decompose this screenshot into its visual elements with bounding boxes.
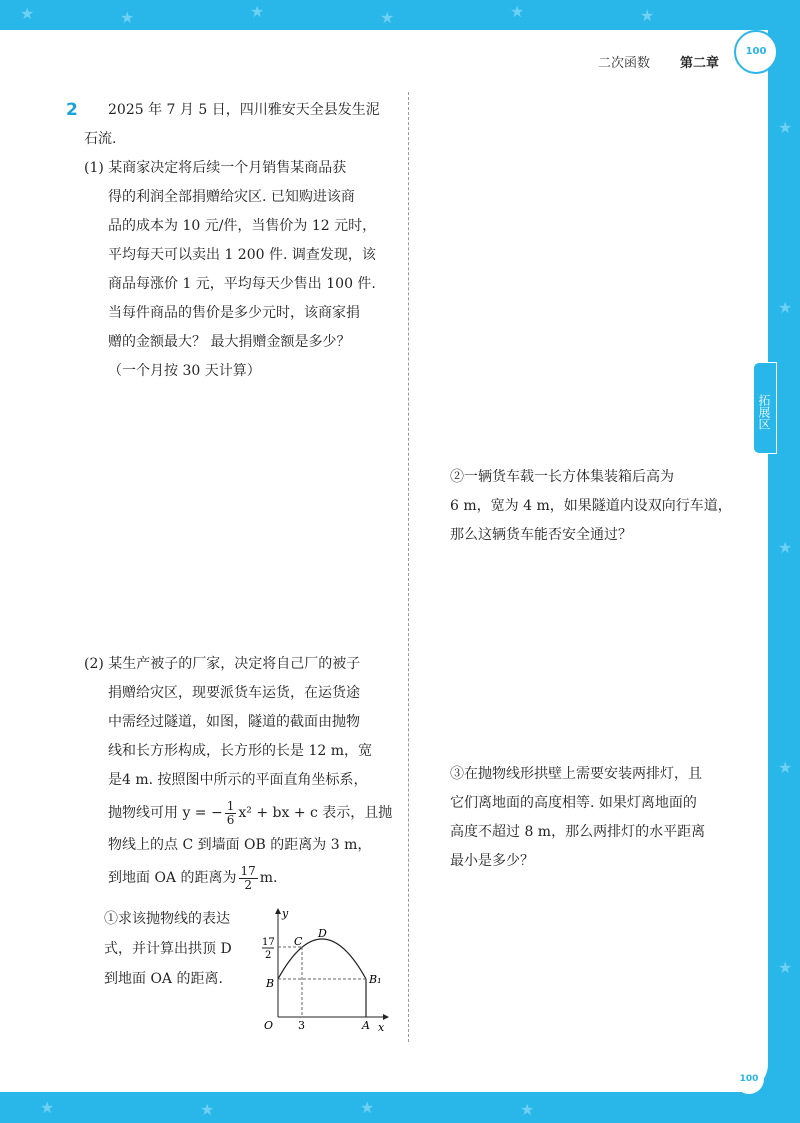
mascot-icon [734, 30, 778, 74]
part-1 [84, 154, 404, 386]
part-2 [84, 650, 404, 896]
star-icon: ★ [120, 8, 135, 27]
text-line: 那么这辆货车能否安全通过？ [450, 527, 632, 543]
distance-line [84, 860, 404, 896]
text-line: 捐赠给灾区，现要派货车运货，在运货途 [108, 685, 360, 701]
distance-suffix: m. [259, 870, 278, 886]
axis-label-x: x [378, 1021, 385, 1034]
tunnel-figure [258, 905, 394, 1035]
chapter-subtitle: 二次函数 [598, 56, 651, 71]
star-icon: ★ [20, 4, 35, 23]
text-line: 商品每涨价 1 元，平均每天少售出 100 件. [108, 276, 376, 292]
star-icon: ★ [510, 2, 525, 21]
text-line: 最小是多少？ [450, 853, 534, 869]
text-line: 当每件商品的售价是多少元时，该商家捐 [108, 305, 360, 321]
label-b: B [266, 977, 275, 990]
question-number: 2 [66, 100, 78, 120]
star-icon: ★ [250, 2, 265, 21]
star-icon: ★ [778, 758, 793, 777]
fraction-numerator: 1 [226, 798, 235, 813]
star-icon: ★ [360, 1098, 375, 1117]
text-line: 物线上的点 C 到墙面 OB 的距离为 3 m， [108, 837, 372, 853]
mascot-label: 100 [739, 1074, 759, 1084]
text-line: (2) 某生产被子的厂家，决定将自己厂的被子 [84, 656, 361, 672]
fraction-denominator: 6 [226, 812, 235, 827]
side-tab-extension[interactable] [753, 362, 777, 454]
parabola-arch [278, 939, 366, 979]
star-icon: ★ [200, 1100, 215, 1119]
text-line: ③在抛物线形拱壁上需要安装两排灯，且 [450, 766, 702, 782]
label-a: A [362, 1019, 370, 1032]
text-line: 到地面 OA 的距离. [104, 971, 223, 987]
sub-question-1 [104, 904, 256, 994]
question-intro [84, 96, 404, 154]
label-c: C [294, 935, 303, 948]
mascot-label: 100 [745, 46, 767, 57]
star-icon: ★ [520, 1100, 535, 1119]
label-origin: O [264, 1019, 274, 1032]
axis-label-y: y [282, 907, 289, 920]
tick-x-3: 3 [298, 1019, 305, 1032]
fraction-denominator: 2 [244, 877, 252, 892]
star-icon: ★ [380, 8, 395, 27]
distance-prefix: 到地面 OA 的距离为 [108, 870, 237, 886]
star-icon: ★ [778, 298, 793, 317]
fraction-numerator: 17 [240, 863, 256, 878]
side-tab-label: 拓展区 [757, 394, 771, 430]
text-line: 中需经过隧道，如图，隧道的截面由抛物 [108, 714, 360, 730]
formula-prefix: 抛物线可用 y = − [108, 805, 223, 821]
tick-y-num: 17 [262, 937, 275, 948]
text-line: ①求该抛物线的表达 [104, 911, 230, 927]
formula-line [84, 795, 404, 831]
page-number: 54 [706, 1076, 730, 1096]
text-line: 式，并计算出拱顶 D [104, 941, 232, 957]
tick-y-den: 2 [265, 950, 272, 961]
star-icon: ★ [778, 538, 793, 557]
text-line: (1) 某商家决定将后续一个月销售某商品获 [84, 160, 347, 176]
text-line: 石流. [84, 131, 117, 147]
text-line: 线和长方形构成，长方形的长是 12 m，宽 [108, 743, 372, 759]
star-icon: ★ [778, 958, 793, 977]
text-line: 品的成本为 10 元/件，当售价为 12 元时， [108, 218, 377, 234]
footer-slogan: 上课认真听 下课练习思 [660, 1079, 704, 1093]
sub-question-3 [450, 760, 740, 876]
star-icon: ★ [778, 118, 793, 137]
text-line: 高度不超过 8 m，那么两排灯的水平距离 [450, 824, 706, 840]
sub-question-2 [450, 463, 740, 550]
text-line: 得的利润全部捐赠给灾区. 已知购进该商 [108, 189, 355, 205]
text-line: 赠的金额最大？ 最大捐赠金额是多少？ [108, 334, 351, 350]
fraction [239, 865, 258, 892]
text-line: 它们离地面的高度相等. 如果灯离地面的 [450, 795, 697, 811]
fraction [225, 800, 237, 827]
text-line: 2025 年 7 月 5 日，四川雅安天全县发生泥 [108, 102, 380, 118]
star-icon: ★ [640, 6, 655, 25]
star-icon: ★ [40, 1098, 55, 1117]
text-line: ②一辆货车载一长方体集装箱后高为 [450, 469, 674, 485]
mascot-icon [734, 1064, 764, 1094]
label-b1: B₁ [369, 973, 382, 986]
text-line: 平均每天可以卖出 1 200 件. 调查发现，该 [108, 247, 376, 263]
column-divider [408, 92, 409, 1042]
chapter-title: 第二章 [680, 56, 720, 71]
formula-suffix: x² + bx + c 表示，且抛 [238, 805, 393, 821]
text-line: 是4 m. 按照图中所示的平面直角坐标系， [108, 772, 368, 788]
text-line: 6 m，宽为 4 m，如果隧道内设双向行车道， [450, 498, 732, 514]
text-line: （一个月按 30 天计算） [108, 363, 261, 379]
label-d: D [318, 927, 327, 940]
